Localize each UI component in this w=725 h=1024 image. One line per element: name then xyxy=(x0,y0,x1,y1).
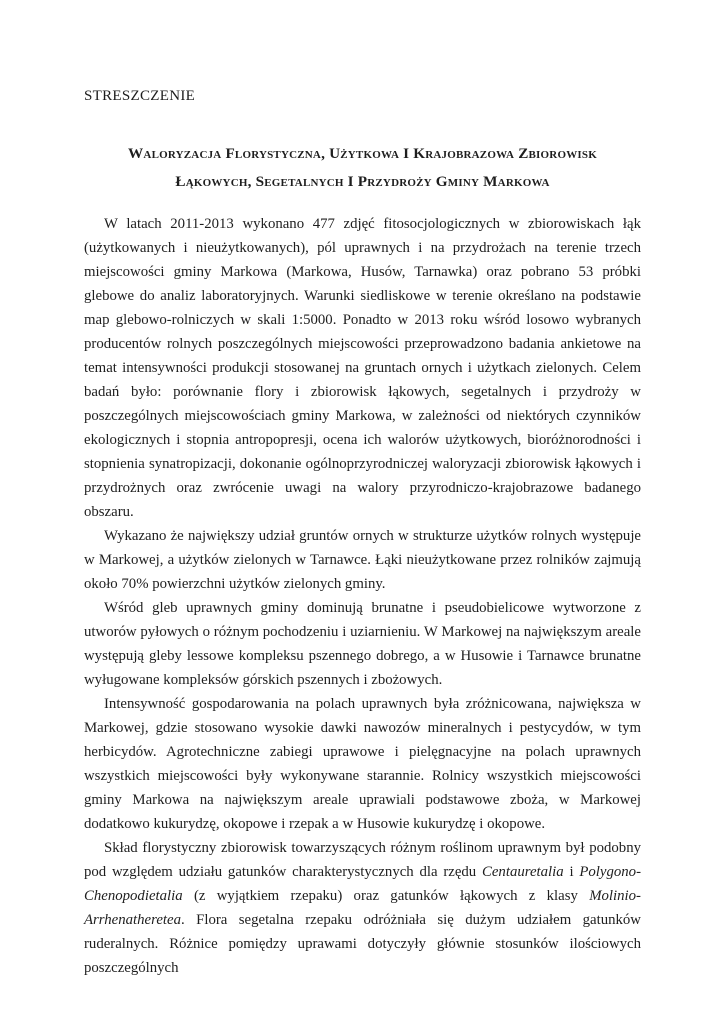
abstract-paragraph-5: Skład florystyczny zbiorowisk towarzyszących różnym roślinom uprawnym był podobny pod względem udziału gatunków charakterystycznych dla rzędu Centauretalia i Polygono-Chenopodietalia (z wyjątkiem rzepaku) oraz gatunków łąkowych z klasy Molinio-Arrhenatheretea. Flora segetalna rzepaku odróżniała się dużym udziałem gatunków ruderalnych. Różnice pomiędzy uprawami dotyczyły głównie stosunków ilościowych poszczególnych xyxy=(84,840,641,976)
section-heading: STRESZCZENIE xyxy=(84,88,196,104)
thesis-title-line-2: Łąkowych, Segetalnych I Przydroży Gminy Markowa xyxy=(175,172,550,190)
abstract-paragraph-2: Wykazano że największy udział gruntów ornych w strukturze użytków rolnych występuje w Markowej, a użytków zielonych w Tarnawce. Łąki nieużytkowane przez rolników zajmują około 70% powierzchni użytków zielonych gminy. xyxy=(84,528,641,592)
abstract-paragraph-3: Wśród gleb uprawnych gminy dominują brunatne i pseudobielicowe wytworzone z utworów pyłowych o różnym pochodzeniu i uziarnieniu. W Markowej na największym areale występują gleby lessowe kompleksu pszennego dobrego, a w Husowie i Tarnawce brunatne wyługowane kompleksów górskich pszennych i zbożowych. xyxy=(84,600,641,688)
abstract-paragraph-4: Intensywność gospodarowania na polach uprawnych była zróżnicowana, największa w Markowej, gdzie stosowano wysokie dawki nawozów mineralnych i pestycydów, w tym herbicydów. Agrotechniczne zabiegi uprawowe i pielęgnacyjne na polach uprawnych wszystkich miejscowości były wykonywane starannie. Rolnicy wszystkich miejscowości gminy Markowa na największym areale uprawiali podstawowe zboża, w Markowej dodatkowo kukurydzę, okopowe i rzepak a w Husowie kukurydzę i okopowe. xyxy=(84,696,641,832)
abstract-paragraph-1: W latach 2011-2013 wykonano 477 zdjęć fitosocjologicznych w zbiorowiskach łąk (użytkowanych i nieużytkowanych), pól uprawnych i na przydrożach na terenie trzech miejscowości gminy Markowa (Markowa, Husów, Tarnawka) oraz pobrano 53 próbki glebowe do analiz laboratoryjnych. Warunki siedliskowe w terenie określano na podstawie map glebowo-rolniczych w skali 1:5000. Ponadto w 2013 roku wśród losowo wybranych producentów rolnych poszczególnych miejscowości przeprowadzono badania ankietowe na temat intensywności produkcji stosowanej na gruntach ornych i użytkach zielonych. Celem badań było: porównanie flory i zbiorowisk łąkowych, segetalnych i przydroży w poszczególnych miejscowościach gminy Markowa, w zależności od niektórych czynników ekologicznych i stopnia antropopresji, ocena ich walorów użytkowych, bioróżnorodności i stopnienia synatropizacji, dokonanie ogólnoprzyrodniczej waloryzacji zbiorowisk łąkowych i przydrożnych oraz zwrócenie uwagi na walory przyrodniczo-krajobrazowe badanego obszaru. xyxy=(84,216,641,520)
abstract-body xyxy=(84,212,641,980)
thesis-title xyxy=(84,140,641,195)
thesis-title-line-1: Waloryzacja Florystyczna, Użytkowa I Krajobrazowa Zbiorowisk xyxy=(128,145,597,162)
